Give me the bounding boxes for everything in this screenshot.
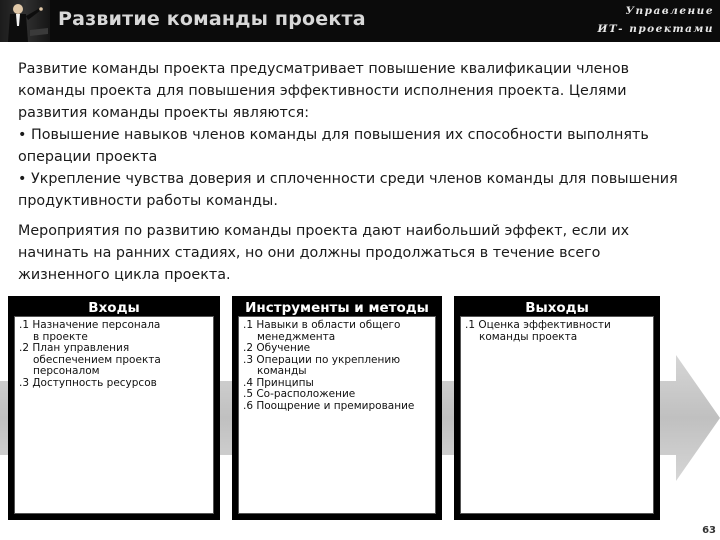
list-item: .5 Со-расположение (243, 388, 356, 400)
text-line: развития команды проекты являются: (18, 105, 310, 121)
list-item: команды (257, 365, 307, 377)
panel-tools-title: Инструменты и методы (245, 300, 429, 316)
text-line: команды проекта для повышения эффективности исполнения проекта. Целями (18, 83, 627, 99)
text-line: Развитие команды проекта предусматривает повышение квалификации членов (18, 61, 630, 77)
list-item: .2 План управления (19, 342, 130, 354)
bullet-line: • Укрепление чувства доверия и сплоченности среди членов команды для повышения (18, 171, 678, 187)
panel-outputs-title: Выходы (525, 300, 589, 316)
panel-inputs-title: Входы (88, 300, 140, 316)
panel-tools (232, 296, 442, 520)
list-item: .1 Навыки в области общего (243, 319, 401, 331)
list-item: .3 Операции по укреплению (243, 353, 401, 366)
list-item: .4 Принципы (243, 376, 314, 389)
header-bar (0, 0, 720, 42)
list-item: .1 Оценка эффективности (465, 319, 611, 331)
text-line: жизненного цикла проекта. (18, 267, 231, 283)
panel-inputs (8, 296, 220, 520)
list-item: менеджмента (257, 330, 336, 343)
brand-logo-text (594, 2, 714, 38)
panel-outputs (454, 296, 660, 520)
list-item: персоналом (33, 365, 100, 377)
text-line: начинать на ранних стадиях, но они должны продолжаться в течение всего (18, 245, 601, 261)
text-line: Мероприятия по развитию команды проекта дают наибольший эффект, если их (18, 223, 630, 239)
presenter-figure-icon (0, 0, 50, 42)
page-number: 63 (702, 525, 716, 536)
panel-inputs-list (14, 316, 214, 514)
list-item: .6 Поощрение и премирование (243, 399, 415, 412)
list-item: обеспечением проекта (33, 353, 161, 366)
text-line: продуктивности работы команды. (18, 193, 278, 209)
panel-tools-list (238, 316, 436, 514)
list-item: в проекте (33, 330, 88, 343)
brand-line-1: Управление (625, 5, 714, 17)
list-item: .2 Обучение (243, 342, 311, 354)
bullet-line: • Повышение навыков членов команды для повышения их способности выполнять (18, 127, 649, 143)
list-item: .3 Доступность ресурсов (19, 376, 157, 389)
list-item: команды проекта (479, 330, 578, 343)
paragraph-timing (18, 220, 698, 286)
text-line: операции проекта (18, 149, 158, 165)
paragraph-gap (18, 212, 698, 220)
paragraph-goals (18, 58, 698, 212)
brand-line-2: ИТ- проектами (597, 23, 714, 35)
list-item: .1 Назначение персонала (19, 319, 161, 331)
page-title: Развитие команды проекта (58, 8, 366, 30)
slide-content (18, 58, 698, 286)
panel-outputs-list (460, 316, 654, 514)
